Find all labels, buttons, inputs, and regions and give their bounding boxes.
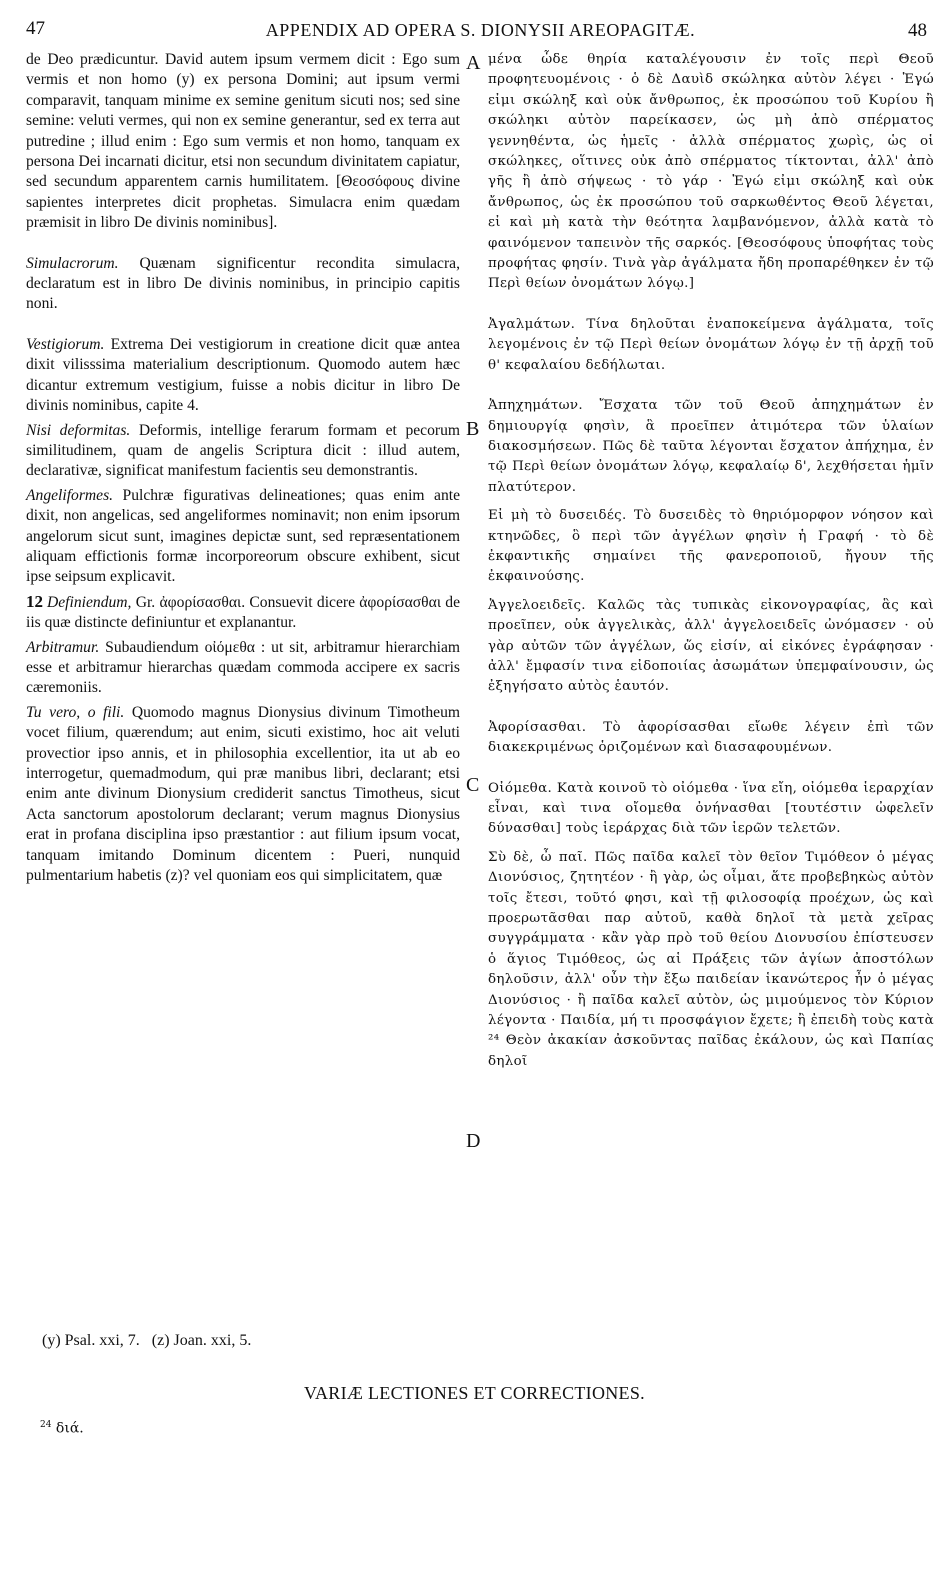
greek-paragraph-7: Σὺ δὲ, ὦ παῖ. Πῶς παῖδα καλεῖ τὸν θεῖον Τιμόθεον ὁ μέγας Διονύσιος, ζητητέον · ἢ γὰρ, ὡς οἶμαι, ἅτε προβεβηκὼς αὐτὸν τοῖς ἔτεσι, τοῦτό φησι, καὶ τῇ φιλοσοφίᾳ προέχων, ὡς καὶ προερωτᾶσθαι παρ αὐτοῦ, καθὰ δηλοῖ τὰ μετὰ χεῖρας συγγράμματα · κἂν γὰρ πρὸ τοῦ θείου Διονυσίου ἐπίστευσεν ὁ ἅγιος Τιμόθεος, ὡς αἱ Πράξεις τῶν ἁγίων ἀποστόλων δηλοῦσιν, ἀλλ' οὖν τὴν ἔξω παιδείαν ἱκανώτερος ἦν ὁ μέγας Διονύσιος · ἢ παῖδα καλεῖ αὐτὸν, ὡς μιμούμενος τὸν Κύριον λέγοντα · Παιδία, μή τι προσφάγιον ἔχετε; ἢ ἐπειδὴ τοὺς κατὰ ²⁴ Θεὸν ἀκακίαν ἀσκοῦντας παῖδας ἐκάλουν, ὡς καὶ Παπίας δηλοῖ (488, 849, 934, 1069)
variant-number: 24 (40, 1420, 52, 1430)
lemma: Definiendum, (47, 593, 132, 611)
greek-paragraph-0: μένα ὧδε θηρία καταλέγουσιν ἐν τοῖς περὶ Θεοῦ προφητευομένοις · ὁ δὲ Δαυὶδ σκώληκα αὐτὸν λέγει · Ἐγώ εἰμι σκώληξ καὶ οὐκ ἄνθρωπος, ἐκ προσώπου τοῦ Κυρίου ἢ σκώληκι αὐτὸν παρείκασεν, ὡς μὴ ἀπὸ σπέρματος γεννηθέντα, ὡς ἡμεῖς · ἀλλὰ σπέρματος χωρὶς, ὡς οἱ σκώληκες, οἵτινες οὐκ ἀπὸ σπέρματος τίκτονται, ἀλλ' ἀπὸ γῆς ἢ ἀπὸ σήψεως · τὸ γάρ · Ἐγώ εἰμι σκώληξ καὶ οὐκ ἄνθρωπος, ὡς ἐκ προσώπου τοῦ σαρκωθέντος Θεοῦ λέγεται, εἰ καὶ μὴ κατὰ τὴν θεότητα λαμβανόμενον, ἀλλὰ κατὰ τὸ φαινόμενον ταπεινὸν τῆς σαρκός. [Θεοσόφους ὑποφήτας τοὺς προφήτας φησίν. Τινὰ γὰρ ἀγάλματα ἤδη προπαρέθηκεν ἐν τῷ Περὶ θείων ὀνομάτων λόγῳ.] (488, 52, 934, 292)
greek-column (488, 50, 934, 1072)
lemma: Tu vero, o fili. (26, 703, 125, 721)
latin-column (26, 50, 460, 886)
margin-letter-c: C (466, 774, 480, 796)
margin-letter-d: D (466, 1130, 481, 1152)
variant-reading (40, 1420, 84, 1437)
greek-paragraph-4: Ἀγγελοειδεῖς. Καλῶς τὰς τυπικὰς εἰκονογραφίας, ἃς καὶ προεῖπεν, οὐκ ἀγγελικὰς, ἀλλ' ἀγγελοειδεῖς ὠνόμασεν · οὐ γὰρ αὐτῶν τῶν ἀγγέλων, ὥς εἰσίν, αἱ εἰκόνες ἐγράφησαν · ἀλλ' ἔμφασίν τινα εἰδοποιίας ἀσωμάτων ὑπεμφαίνουσιν, ὡς ἐξηγήσατο αὐτὸς ἑαυτόν. (488, 597, 934, 695)
lemma: Simulacrorum. (26, 254, 119, 272)
footnote-z: (z) Joan. xxi, 5. (151, 1332, 252, 1349)
running-header (26, 18, 935, 42)
latin-paragraph-5: 12 Definiendum, Gr. ἀφορίσασθαι. Consuevit dicere ἀφορίσασθαι de iis quæ distincte definiuntur et explanantur. (26, 591, 460, 632)
running-title: APPENDIX AD OPERA S. DIONYSII AREOPAGITÆ. (265, 20, 696, 40)
page-number-right: 48 (908, 20, 927, 41)
latin-paragraph-6: Arbitramur. Subaudiendum οἰόμεθα : ut sit, arbitramur hierarchiam esse et arbitramur hierarchas quædam commoda accipere ex sacris cæremoniis. (26, 638, 460, 697)
variant-text: διά. (51, 1420, 84, 1437)
greek-paragraph-6: Οἰόμεθα. Κατὰ κοινοῦ τὸ οἰόμεθα · ἵνα εἴη, οἰόμεθα ἱεραρχίαν εἶναι, καὶ τινα οἴομεθα ὀνήνασθαι [τουτέστιν ὠφελεῖν δύνασθαι] τοὺς ἱεράρχας διὰ τῶν ἱερῶν τελετῶν. (488, 780, 934, 837)
lemma: Vestigiorum. (26, 335, 105, 353)
section-number: 12 (26, 591, 43, 611)
latin-paragraph-3: Nisi deformitas. Deformis, intellige ferarum formam et pecorum similitudinem, quam de angelis Scriptura dicit : illud autem, declarativæ, significat manifestum facientis seu demonstrantis. (26, 421, 460, 480)
lemma: Arbitramur. (26, 638, 100, 656)
footnotes (42, 1332, 259, 1350)
margin-letter-b: B (466, 418, 480, 440)
lemma: Nisi deformitas. (26, 421, 131, 439)
greek-paragraph-3: Εἰ μὴ τὸ δυσειδές. Τὸ δυσειδὲς τὸ θηριόμορφον νόησον καὶ κτηνῶδες, ὃ περὶ τῶν ἀγγέλων φησὶν ἡ Γραφή · τὸ δὲ ἐκφαντικῆς σημαίνει τῆς φανεροποιοῦ, ἤγουν τῆς ἐκφαινούσης. (488, 508, 934, 585)
lemma: Angeliformes. (26, 486, 114, 504)
page-number-left: 47 (26, 18, 45, 39)
variae-lectiones-heading: VARIÆ LECTIONES ET CORRECTIONES. (304, 1383, 645, 1403)
latin-paragraph-2: Vestigiorum. Extrema Dei vestigiorum in creatione dicit quæ antea dixit vilisssima materialium descriptionum. Quomodo autem hæc dicantur extremum vestigium, fuisse a nobis dicitur in libro De divinis nominibus, capite 4. (26, 335, 460, 415)
margin-letter-a: A (466, 52, 481, 74)
greek-paragraph-1: Ἀγαλμάτων. Τίνα δηλοῦται ἐναποκείμενα ἀγάλματα, τοῖς λεγομένοις ἐν τῷ Περὶ θείων ὀνομάτων λόγῳ ἐν τῇ ἀρχῇ τοῦ θ' κεφαλαίου δεδήλωται. (488, 316, 934, 373)
greek-paragraph-5: Ἀφορίσασθαι. Τὸ ἀφορίσασθαι εἴωθε λέγειν ἐπὶ τῶν διακεκριμένως ὁριζομένων καὶ διασαφουμένων. (488, 719, 934, 756)
greek-paragraph-2: Ἀπηχημάτων. Ἔσχατα τῶν τοῦ Θεοῦ ἀπηχημάτων ἐν δημιουργίᾳ φησὶν, ἃ προεῖπεν ἀτιμότερα τῶν ὑλαίων διακοσμήσεων. Πῶς δὲ ταῦτα λέγονται ἔσχατον ἀπήχημα, ἐν τῷ Περὶ θείων ὀνομάτων λόγῳ, κεφαλαίῳ δ', λεχθήσεται ἡμῖν πλατύτερον. (488, 398, 934, 495)
latin-paragraph-1: Simulacrorum. Quænam significentur recondita simulacra, declaratum est in libro De divinis nominibus, in principio capitis noni. (26, 254, 460, 313)
latin-paragraph-0: de Deo prædicuntur. David autem ipsum vermem dicit : Ego sum vermis et non homo (y) ex persona Domini; aut ipsum vermi comparavit, tanquam minime ex semine genitum sicuti nos; sed sine semine: veluti vermes, qui non ex semine generantur, sed ex terra aut putredine ; illud enim : Ego sum vermis et non homo, tanquam ex persona Dei incarnati dicitur, etsi non secundum divinitatem capiatur, sed secundum apparentem carnis humilitatem. [Θεοσόφους divine sapientes interpretes dicit prophetas. Simulacra enim quædam præmisit in libro De divinis nominibus]. (26, 51, 460, 232)
latin-paragraph-7: Tu vero, o fili. Quomodo magnus Dionysius divinum Timotheum vocet filium, quærendum; aut enim, sicuti existimo, hoc ait veluti provectior ipso annis, et in philosophia excellentior, ita ut ab eo interrogetur, quemadmodum, qui præ manibus libri, declarant; etsi enim ante divinum Dionysium crediderit sanctus Timotheus, sicut Acta sanctorum apostolorum declarant; verum magnus Dionysius erat in profana disciplina ipso præstantior : aut filium ipsum vocat, tanquam imitando Dominum dicentem : Pueri, nunquid pulmentarium habetis (z)? vel quoniam eos qui simplicitatem, quæ (26, 703, 461, 885)
footnote-y: (y) Psal. xxi, 7. (42, 1332, 140, 1349)
latin-paragraph-4: Angeliformes. Pulchræ figurativas delineationes; quas enim ante dixit, non angelicas, sed angeliformes nominavit; non enim ipsorum angelorum sicut sunt, imagines depictæ sunt, sed repræsentationem aliquam effictionis formæ incorporeorum obscure exhibent, sicut ipse seipsum explicavit. (26, 486, 460, 586)
